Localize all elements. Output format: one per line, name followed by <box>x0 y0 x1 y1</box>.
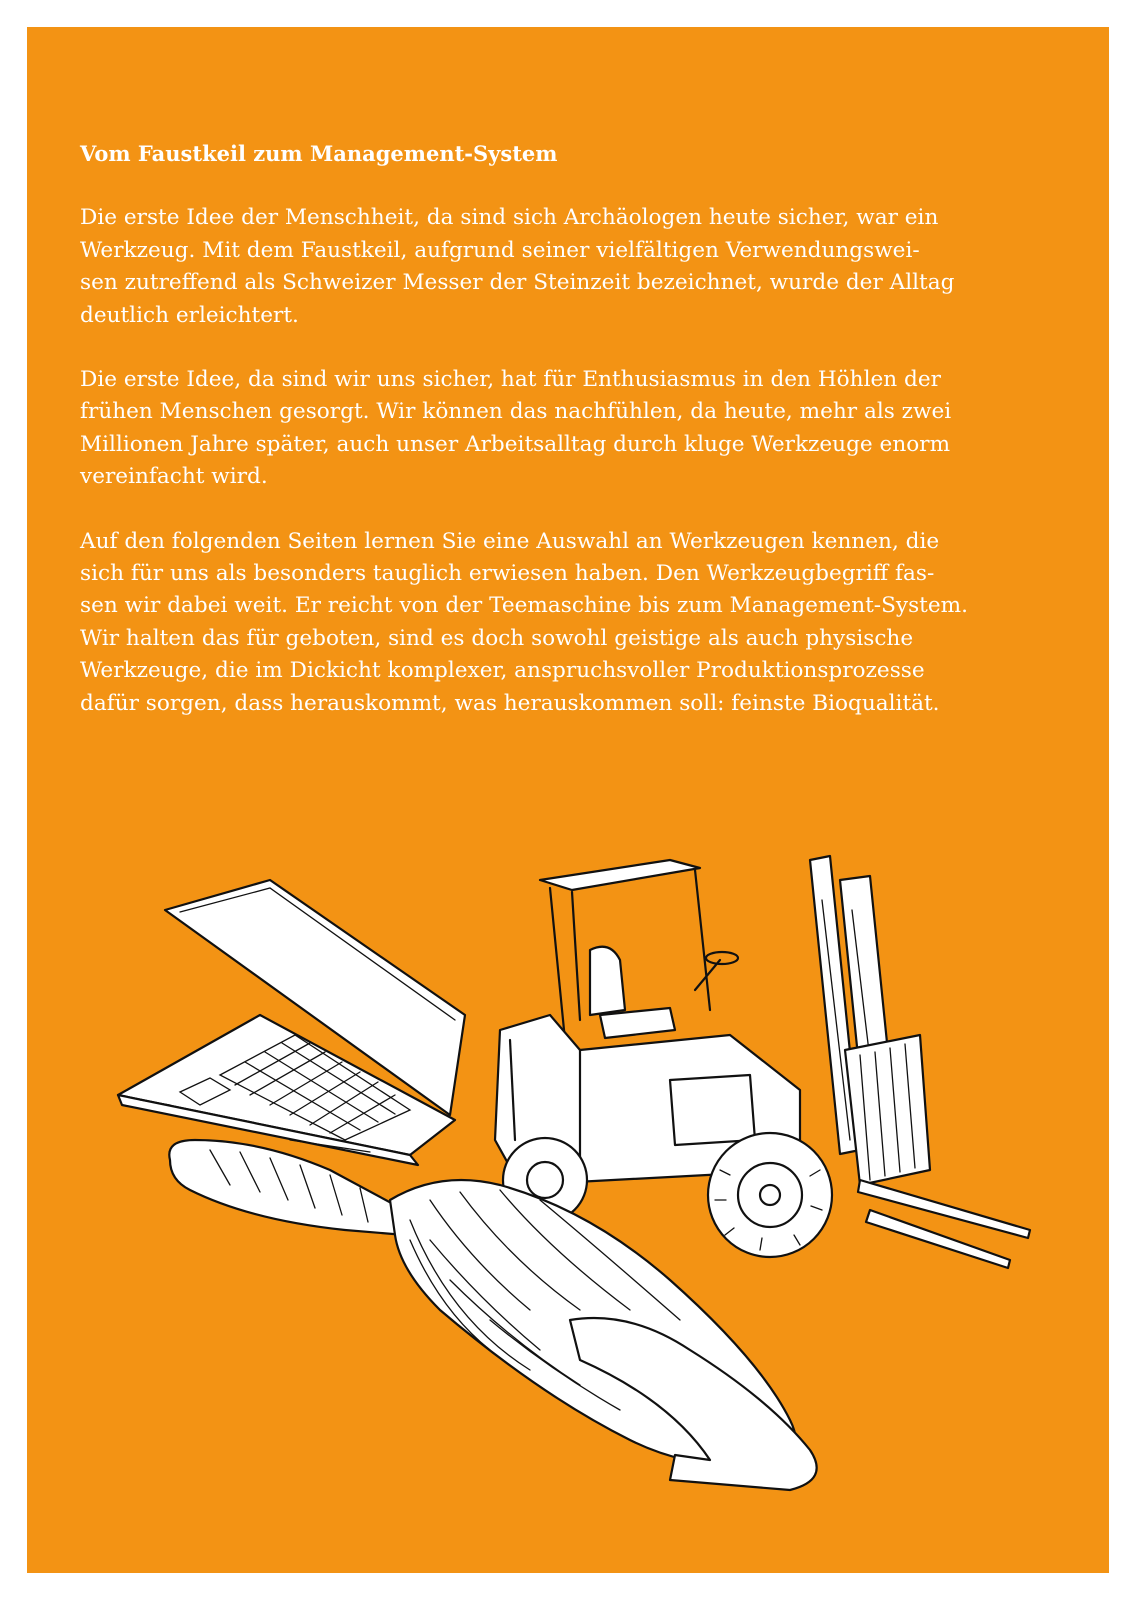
paragraph-3: Auf den folgenden Seiten lernen Sie eine Auswahl an Werkzeugen kennen, die sich für uns als besonders tauglich erwiesen haben. Den Werkzeugbegriff fas- sen wir dabei weit. Er reicht von der Teemaschine bis zum Management-System. Wir halten das für geboten, sind es doch sowohl geistige als auch physische Werkzeuge, die im Dickicht komplexer, anspruchsvoller Produktionsprozesse dafür sorgen, dass herauskommt, was herauskommen soll: feinste Bioqualität. <box>80 528 968 716</box>
forklift-icon <box>495 856 1030 1268</box>
paragraph-1: Die erste Idee der Menschheit, da sind sich Archäologen heute sicher, war ein Werkzeug. Mit dem Faustkeil, aufgrund seiner vielfältigen Verwendungswei- sen zutreffend als Schweizer Messer der Steinzeit bezeichnet, wurde der Alltag deutlich erleichtert. <box>80 205 955 328</box>
laptop-icon <box>118 880 465 1165</box>
article-title: Vom Faustkeil zum Management-System <box>80 141 558 166</box>
paragraph-2: Die erste Idee, da sind wir uns sicher, hat für Enthusiasmus in den Höhlen der frühen Menschen gesorgt. Wir können das nachfühlen, da heute, mehr als zwei Millionen Jahre später, auch unser Arbeitsalltag durch kluge Werkzeuge enorm vereinfacht wird. <box>80 367 952 490</box>
article-text <box>80 138 1040 752</box>
tools-illustration <box>110 840 1050 1530</box>
